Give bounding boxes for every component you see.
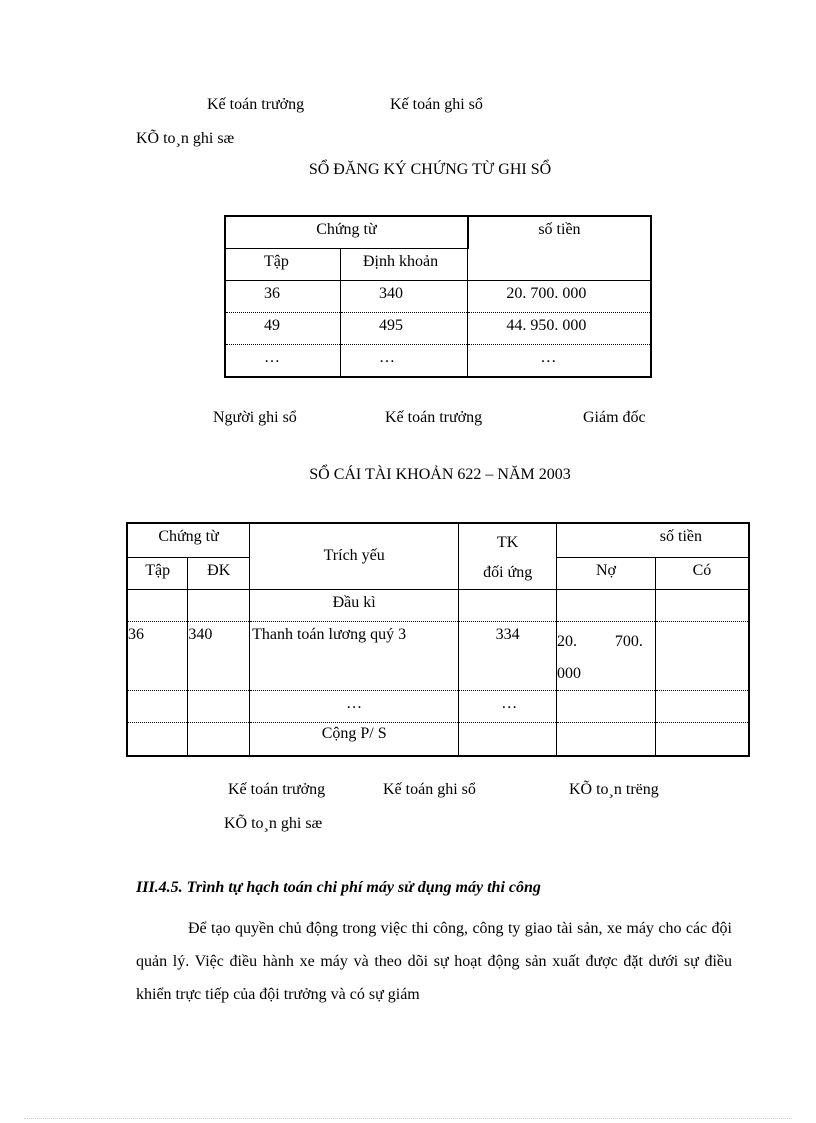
- register-cell-amount: …: [468, 344, 651, 377]
- ledger-cell-ellipsis-tk: …: [459, 690, 557, 722]
- ledger-debit-part-c: 000: [557, 664, 582, 682]
- ledger-header-dk: ĐK: [188, 557, 250, 589]
- register-cell-amount: 20. 700. 000: [468, 280, 651, 312]
- ledger-header-tk-line2: đối ứng: [483, 564, 533, 581]
- ledger-cell-empty: [655, 621, 749, 690]
- ledger-header-amount: số tiền: [557, 523, 749, 557]
- table-row: [127, 589, 749, 621]
- register-cell-amount: 44. 950. 000: [468, 312, 651, 344]
- register-header-amount: số tiền: [468, 216, 651, 280]
- ledger-cell-debit: [557, 621, 656, 690]
- signature-supervisor-garbled: KÕ to¸n trëng: [569, 781, 659, 798]
- register-cell-entry: …: [341, 344, 468, 377]
- ledger-cell-empty: [557, 690, 656, 722]
- table-row: [127, 690, 749, 722]
- register-header-voucher: Chứng từ: [225, 216, 468, 248]
- ledger-cell-empty: [188, 722, 250, 756]
- ledger-cell-empty: [127, 690, 188, 722]
- ledger-cell-empty: [188, 589, 250, 621]
- table-row: [225, 312, 651, 344]
- ledger-cell-empty: [557, 722, 656, 756]
- ledger-cell-empty: [459, 722, 557, 756]
- ledger-header-summary: Trích yếu: [250, 523, 459, 589]
- ledger-cell-ellipsis: …: [250, 690, 459, 722]
- ledger-cell-empty: [655, 589, 749, 621]
- ledger-debit-part-a: 20.: [557, 632, 578, 650]
- ledger-header-tk-line1: TK: [496, 534, 519, 551]
- ledger-cell-empty: [655, 722, 749, 756]
- ledger-cell-dk: 340: [188, 621, 250, 690]
- register-header-entry: Định khoản: [341, 248, 468, 280]
- section-heading: III.4.5. Trình tự hạch toán chi phí máy sử dụng máy thi công: [136, 879, 541, 896]
- ledger-cell-empty: [127, 722, 188, 756]
- table-row: [225, 344, 651, 377]
- ledger-cell-total: Cộng P/ S: [250, 722, 459, 756]
- ledger-header-debit: Nợ: [557, 557, 656, 589]
- ledger-debit-part-b: 700.: [614, 632, 643, 650]
- ledger-cell-opening: Đầu kì: [250, 589, 459, 621]
- table-row: [225, 280, 651, 312]
- ledger-cell-set: 36: [127, 621, 188, 690]
- ledger-title: SỔ CÁI TÀI KHOẢN 622 – NĂM 2003: [309, 466, 571, 483]
- signature-bookkeeper-garbled-bottom: KÕ to¸n ghi sæ: [224, 815, 323, 832]
- table-row: [127, 722, 749, 756]
- signature-bookkeeper-bottom: Kế toán ghi sổ: [383, 781, 476, 798]
- signature-bookkeeper: Kế toán ghi sổ: [390, 96, 483, 113]
- signature-chief-accountant: Kế toán trưởng: [207, 96, 305, 113]
- section-paragraph: [136, 912, 732, 1011]
- signature-chief-accountant-bottom: Kế toán trưởng: [228, 781, 326, 798]
- signature-chief-accountant-mid: Kế toán trưởng: [385, 409, 483, 426]
- ledger-header-set: Tập: [127, 557, 188, 589]
- register-cell-set: …: [225, 344, 341, 377]
- ledger-cell-empty: [459, 589, 557, 621]
- page-bottom-rule: [24, 1118, 792, 1119]
- ledger-cell-empty: [127, 589, 188, 621]
- register-cell-set: 36: [225, 280, 341, 312]
- register-cell-set: 49: [225, 312, 341, 344]
- signature-bookkeeper-garbled: KÕ to¸n ghi sæ: [136, 130, 235, 147]
- ledger-cell-tk: 334: [459, 621, 557, 690]
- ledger-header-credit: Có: [655, 557, 749, 589]
- ledger-cell-empty: [557, 589, 656, 621]
- ledger-header-voucher: Chứng từ: [127, 523, 250, 557]
- table-row: [127, 621, 749, 690]
- register-cell-entry: 495: [341, 312, 468, 344]
- ledger-cell-empty: [188, 690, 250, 722]
- ledger-cell-summary: Thanh toán lương quý 3: [250, 621, 459, 690]
- ledger-header-tk: [459, 523, 557, 589]
- register-cell-entry: 340: [341, 280, 468, 312]
- section-paragraph-text: Để tạo quyền chủ động trong việc thi công, công ty giao tài sản, xe máy cho các đội quản lý. Việc điều hành xe máy và theo dõi sự hoạt động sản xuất được đặt dưới sự điều khiển trực tiếp của đội trưởng và có sự giám: [136, 920, 732, 1003]
- ledger-cell-empty: [655, 690, 749, 722]
- register-title: SỔ ĐĂNG KÝ CHỨNG TỪ GHI SỔ: [308, 161, 552, 178]
- signature-director: Giám đốc: [583, 409, 646, 426]
- signature-recorder: Người ghi sổ: [213, 409, 297, 426]
- register-table: [224, 215, 652, 378]
- register-header-set: Tập: [225, 248, 341, 280]
- ledger-table: [126, 522, 750, 757]
